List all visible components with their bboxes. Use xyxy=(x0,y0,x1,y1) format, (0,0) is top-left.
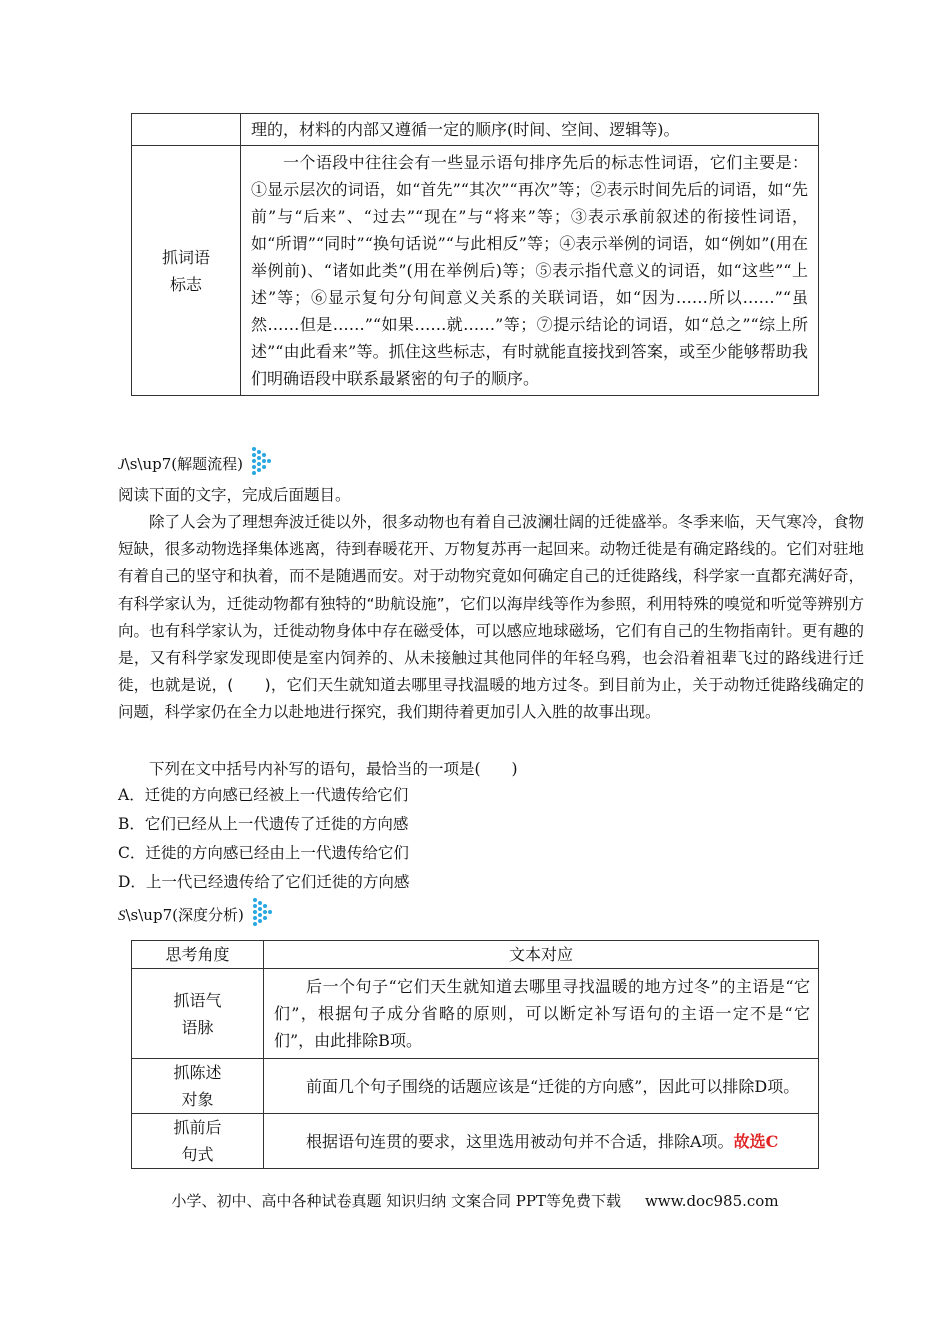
table-row xyxy=(132,146,819,396)
table-row xyxy=(132,1059,819,1114)
instruction-text: 阅读下面的文字，完成后面题目。 xyxy=(118,486,351,504)
section-heading-flow xyxy=(118,446,273,480)
table-header-row xyxy=(132,941,819,969)
key-line: 抓词语 xyxy=(161,247,210,267)
table-key-cell xyxy=(132,146,241,396)
key-line: 抓陈述 xyxy=(173,1063,222,1082)
empty-key-cell xyxy=(132,114,241,146)
section-heading-analysis xyxy=(118,897,274,931)
method-table xyxy=(131,113,819,396)
heading-text: \s\up7(深度分析) xyxy=(125,905,244,924)
analysis-table xyxy=(131,940,819,1169)
footer-site: www.doc985.com xyxy=(644,1192,779,1210)
key-line: 对象 xyxy=(181,1090,214,1109)
table-row xyxy=(132,969,819,1059)
key-line: 句式 xyxy=(181,1145,214,1164)
page-footer xyxy=(0,1190,950,1211)
heading-italic-letter: S xyxy=(118,907,126,924)
table-cell-text: 根据语句连贯的要求，这里选用被动句并不合适，排除A项。 xyxy=(306,1131,734,1151)
reading-passage: 除了人会为了理想奔波迁徙以外，很多动物也有着自己波澜壮阔的迁徙盛举。冬季来临，天气寒冷，食物短缺，很多动物选择集体逃离，待到春暖花开、万物复苏再一起回来。动物迁徙是有确定路线的。它们对驻地有着自己的坚守和执着，而不是随遇而安。对于动物究竟如何确定自己的迁徙路线，科学家一直都充满好奇，有科学家认为，迁徙动物都有独特的“助航设施”，它们以海岸线等作为参照，利用特殊的嗅觉和听觉等辨别方向。也有科学家认为，迁徙动物身体中存在磁受体，可以感应地球磁场，它们有自己的生物指南针。更有趣的是，又有科学家发现即使是室内饲养的、从未接触过其他同伴的年轻乌鸦，也会沿着祖辈飞过的路线进行迁徙，也就是说，( )，它们天生就知道去哪里寻找温暖的地方过冬。到目前为止，关于动物迁徙路线确定的问题，科学家仍在全力以赴地进行探究，我们期待着更加引人入胜的故事出现。 xyxy=(118,513,864,722)
option-c: C．迁徙的方向感已经由上一代遗传给它们 xyxy=(118,844,409,862)
header-left: 思考角度 xyxy=(132,941,264,969)
option-a: A．迁徙的方向感已经被上一代遗传给它们 xyxy=(118,786,409,804)
table-key-cell xyxy=(132,1114,264,1169)
table-row xyxy=(132,114,819,146)
question-text: 下列在文中括号内补写的语句，最恰当的一项是( ) xyxy=(149,760,518,778)
triangle-dots-icon xyxy=(251,446,273,480)
option-b: B．它们已经从上一代遗传了迁徙的方向感 xyxy=(118,815,409,833)
answer-highlight: 故选C xyxy=(733,1131,779,1151)
key-line: 标志 xyxy=(169,274,202,294)
option-d: D．上一代已经遗传给了它们迁徙的方向感 xyxy=(118,873,410,891)
table-cell-text: 后一个句子“它们天生就知道去哪里寻找温暖的地方过冬”的主语是“它们”，根据句子成分省略的原则，可以断定补写语句的主语一定不是“它们”，由此排除B项。 xyxy=(264,969,819,1059)
table-cell-text: 理的，材料的内部又遵循一定的顺序(时间、空间、逻辑等)。 xyxy=(241,114,819,146)
header-right: 文本对应 xyxy=(264,941,819,969)
key-line: 抓语气 xyxy=(173,990,222,1010)
heading-text: \s\up7(解题流程) xyxy=(124,454,243,473)
table-cell-answer-row xyxy=(264,1114,819,1169)
table-key-cell xyxy=(132,1059,264,1114)
key-line: 语脉 xyxy=(181,1017,214,1037)
table-key-cell xyxy=(132,969,264,1059)
table-row xyxy=(132,1114,819,1169)
footer-text: 小学、初中、高中各种试卷真题 知识归纳 文案合同 PPT等免费下载 xyxy=(171,1192,621,1210)
key-line: 抓前后 xyxy=(173,1118,222,1137)
heading-italic-letter: J xyxy=(118,456,125,473)
table-cell-text: 一个语段中往往会有一些显示语句排序先后的标志性词语，它们主要是：①显示层次的词语，如“首先”“其次”“再次”等；②表示时间先后的词语，如“先前”与“后来”、“过去”“现在”与“将来”等；③表示承前叙述的衔接性词语，如“所谓”“同时”“换句话说”“与此相反”等；④表示举例的词语，如“例如”(用在举例前)、“诸如此类”(用在举例后)等；⑤表示指代意义的词语，如“这些”“上述”等；⑥显示复句分句间意义关系的关联词语，如“因为……所以……”“虽然……但是……”“如果……就……”等；⑦提示结论的词语，如“总之”“综上所述”“由此看来”等。抓住这些标志，有时就能直接找到答案，或至少能够帮助我们明确语段中联系最紧密的句子的顺序。 xyxy=(241,146,819,396)
triangle-dots-icon xyxy=(252,897,274,931)
table-cell-text: 前面几个句子围绕的话题应该是“迁徙的方向感”，因此可以排除D项。 xyxy=(264,1059,819,1114)
